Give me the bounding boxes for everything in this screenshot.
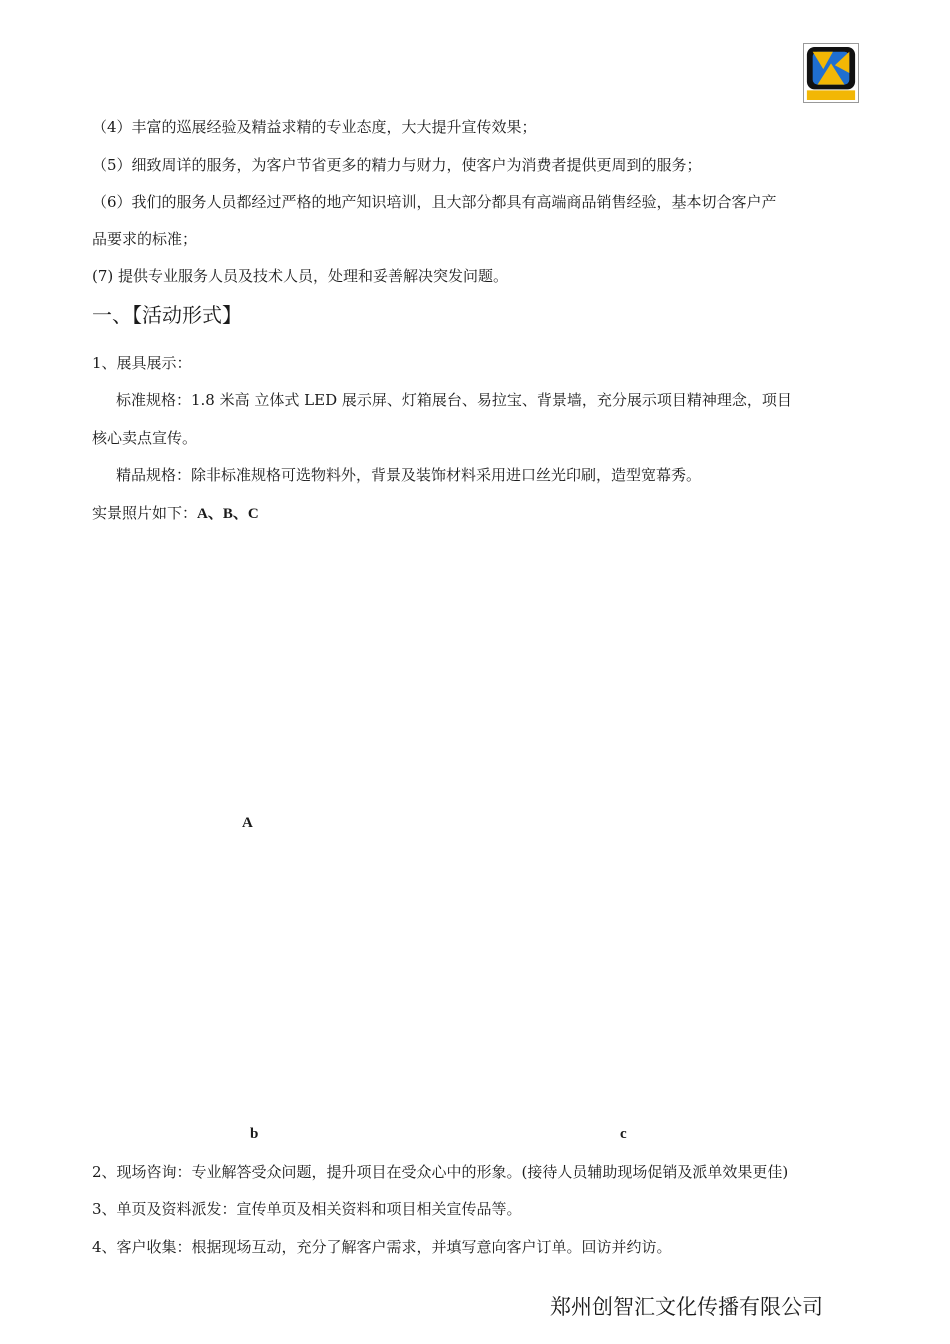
photo-label-a: A [242,815,253,831]
paragraph-6-line2: 品要求的标准； [92,230,198,248]
photos-caption-text: 实景照片如下： [92,504,198,522]
item-3: 3、单页及资料派发：宣传单页及相关资料和项目相关宣传品等。 [92,1200,522,1218]
footer-company-name: 郑州创智汇文化传播有限公司 [550,1295,823,1319]
paragraph-6-line1: （6）我们的服务人员都经过严格的地产知识培训，且大部分都具有高端商品销售经验，基本切合客户产 [92,193,777,211]
paragraph-5: （5）细致周详的服务，为客户节省更多的精力与财力，使客户为消费者提供更周到的服务； [92,156,702,174]
photo-label-c: c [620,1126,627,1142]
standard-spec-line2: 核心卖点宣传。 [92,429,198,447]
paragraph-4: （4）丰富的巡展经验及精益求精的专业态度，大大提升宣传效果； [92,118,537,136]
item-4: 4、客户收集：根据现场互动，充分了解客户需求，并填写意向客户订单。回访并约访。 [92,1238,672,1256]
premium-spec: 精品规格：除非标准规格可选物料外，背景及装饰材料采用进口丝光印刷，造型宽幕秀。 [116,466,702,484]
item-1-title: 1、展具展示： [92,354,192,372]
company-logo [803,43,859,103]
standard-spec-line1: 标准规格：1.8 米高 立体式 LED 展示屏、灯箱展台、易拉宝、背景墙，充分展示项目精神理念，项目 [116,391,792,409]
photo-label-b: b [250,1126,259,1142]
section-heading: 一、【活动形式】 [92,303,242,327]
photos-caption-labels: A、B、C [197,506,259,522]
logo-graphic [804,44,858,102]
paragraph-7: (7) 提供专业服务人员及技术人员，处理和妥善解决突发问题。 [92,267,509,285]
item-2: 2、现场咨询：专业解答受众问题，提升项目在受众心中的形象。(接待人员辅助现场促销及派单效果更佳) [92,1163,789,1181]
photos-caption [92,502,259,525]
